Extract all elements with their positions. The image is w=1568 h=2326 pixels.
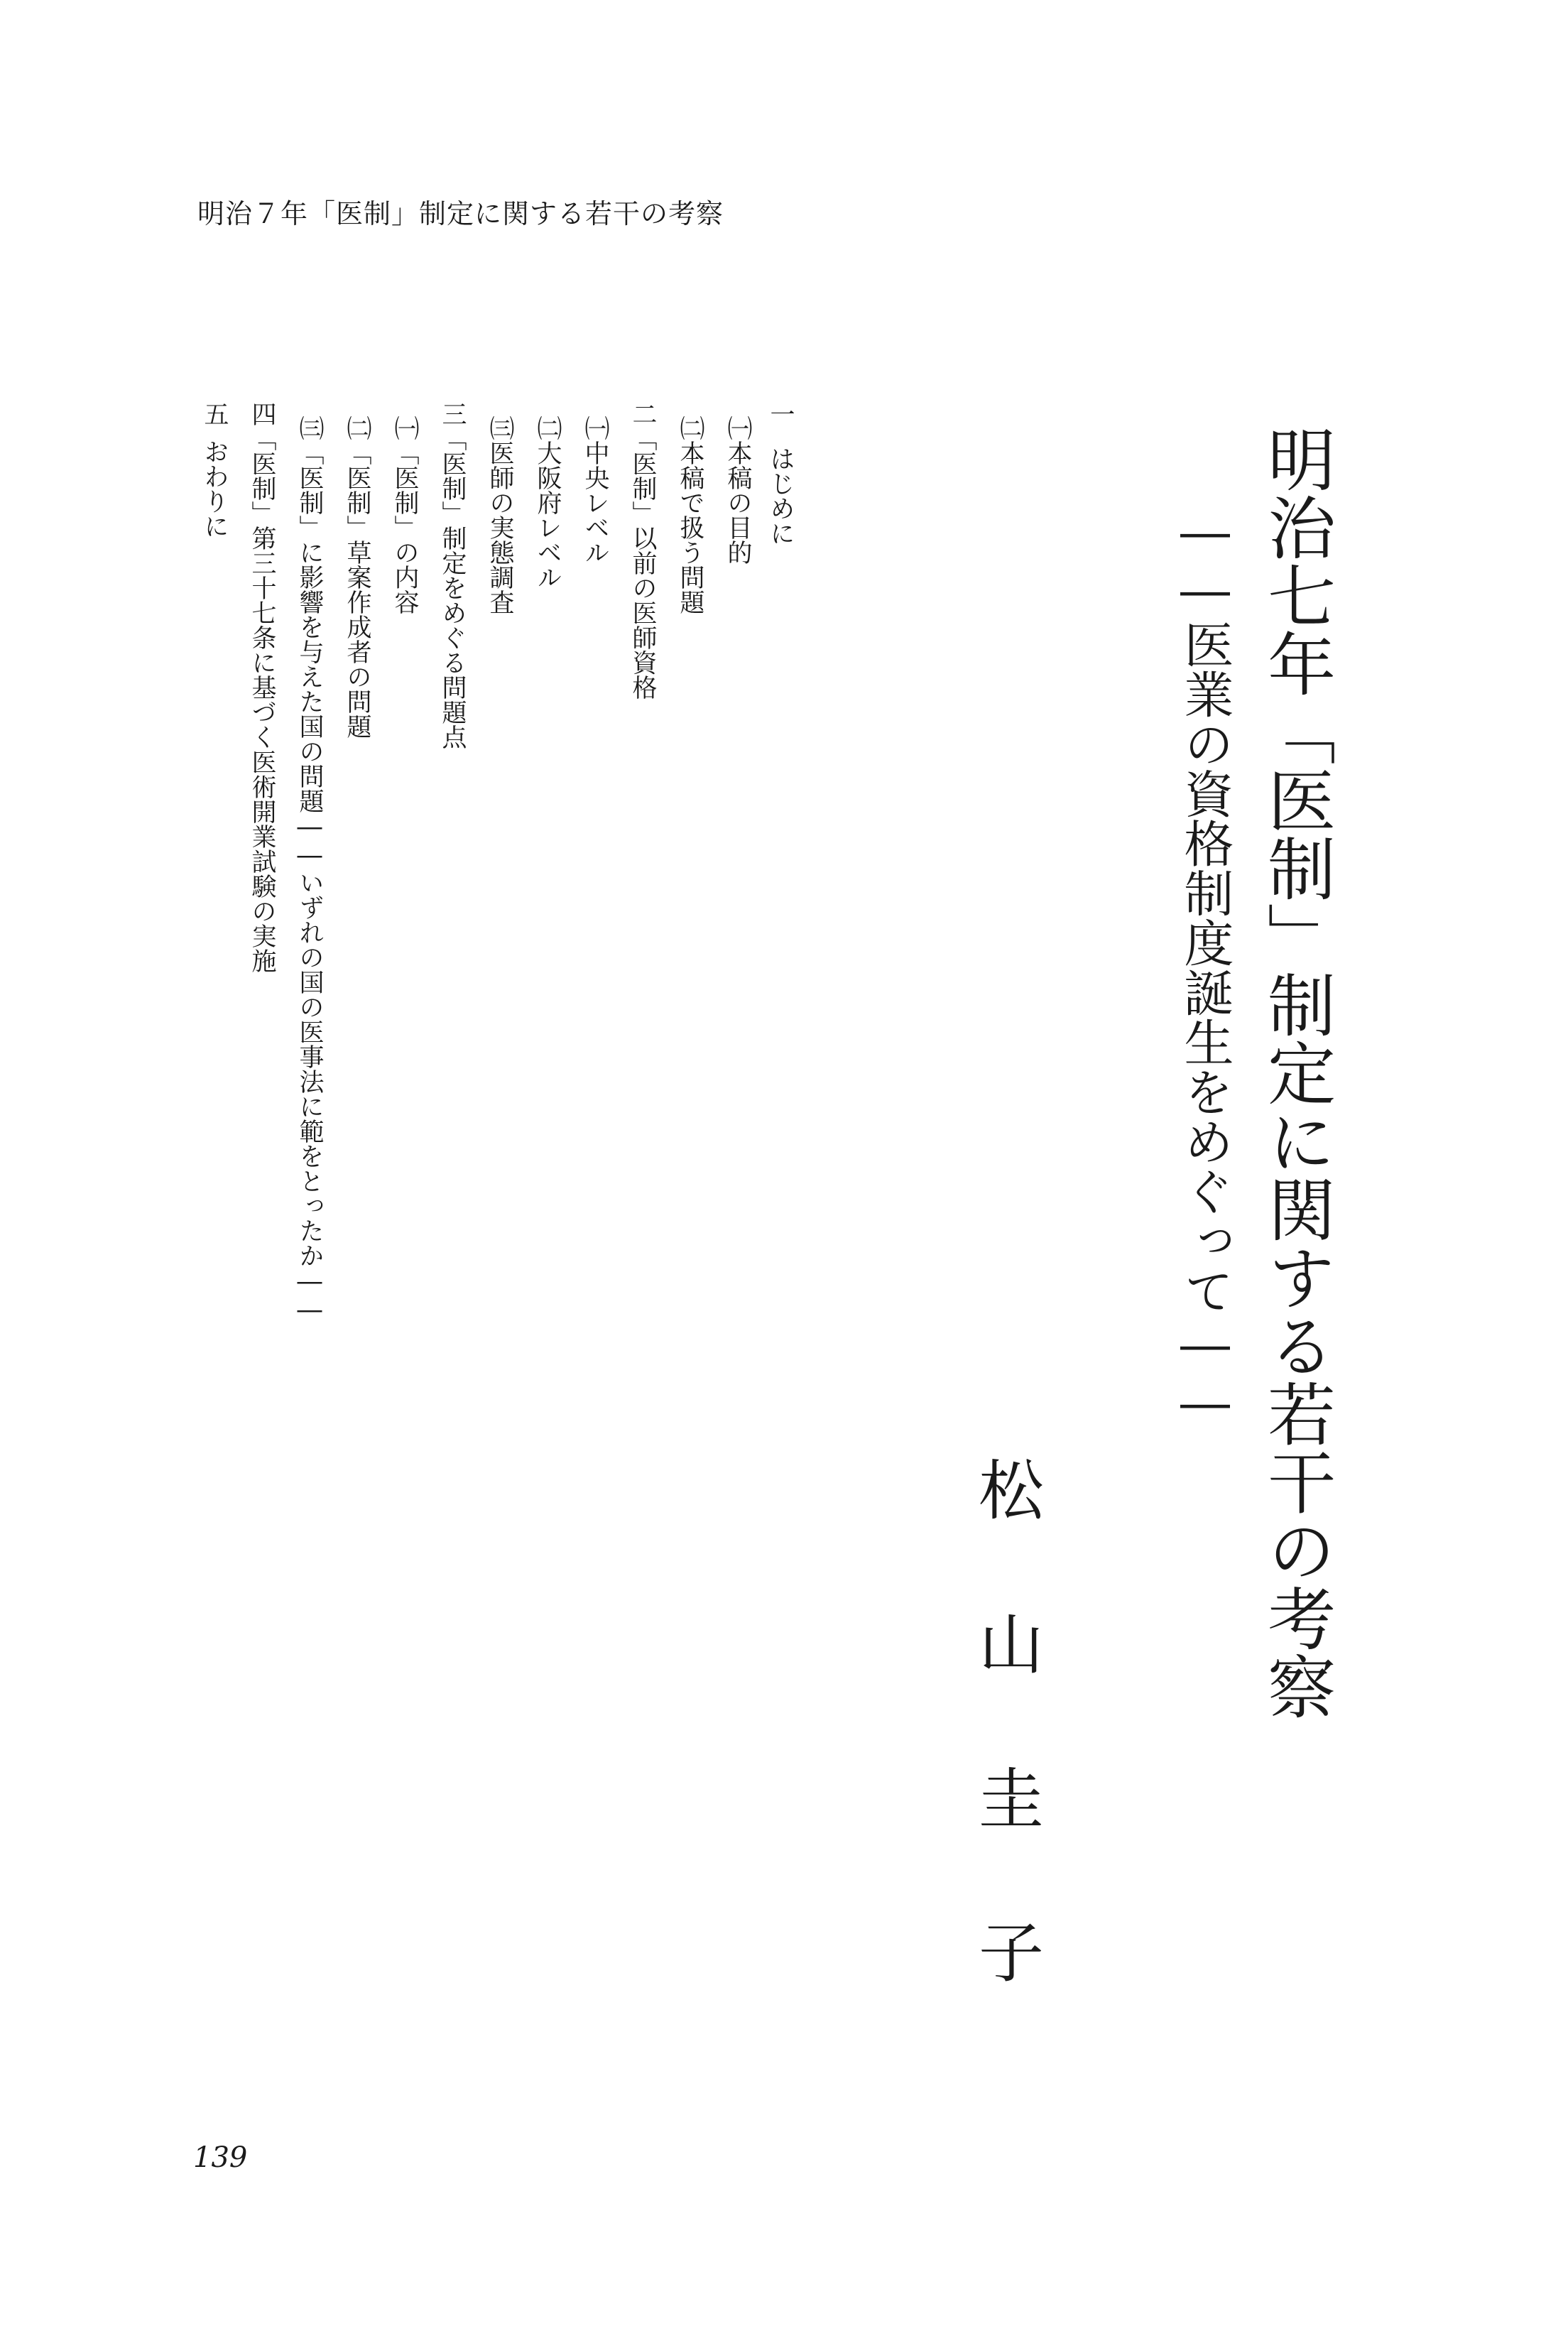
page-number: 139 bbox=[193, 2141, 248, 2174]
toc-item-number: ㈢ bbox=[486, 415, 514, 440]
toc-item-text: はじめに bbox=[766, 446, 795, 545]
toc-item-text: 医師の実態調査 bbox=[486, 440, 514, 614]
toc-item-text: 大阪府レベル bbox=[533, 440, 562, 589]
toc-item-number: ㈡ bbox=[533, 415, 562, 440]
toc-item bbox=[532, 415, 563, 589]
toc-item-number: 四 bbox=[248, 401, 276, 426]
toc-item-text: 「医制」制定をめぐる問題点 bbox=[438, 426, 467, 749]
toc-item bbox=[294, 415, 325, 1325]
toc-item-text: 本稿の目的 bbox=[724, 440, 752, 565]
toc-item-number: 二 bbox=[628, 401, 657, 426]
toc-item bbox=[675, 415, 706, 614]
toc-item-number: 三 bbox=[438, 401, 467, 426]
toc-item bbox=[246, 401, 278, 973]
toc-item-text: 中央レベル bbox=[581, 440, 609, 565]
toc-item bbox=[579, 415, 611, 565]
toc-item-text: 本稿で扱う問題 bbox=[676, 440, 704, 614]
toc-item-text: 「医制」の内容 bbox=[391, 440, 419, 614]
toc-item-text: 「医制」第三十七条に基づく医術開業試験の実施 bbox=[248, 426, 276, 973]
toc-item-number: 一 bbox=[766, 401, 795, 426]
toc-item-number: ㈠ bbox=[724, 415, 752, 440]
toc-item-number: 五 bbox=[200, 401, 229, 426]
toc-item bbox=[765, 401, 796, 545]
toc-item-text: おわりに bbox=[200, 439, 229, 538]
toc-item-number: ㈡ bbox=[343, 415, 371, 440]
toc-item-number: ㈠ bbox=[581, 415, 609, 440]
toc-item-text: 「医制」草案作成者の問題 bbox=[343, 440, 371, 739]
toc-item bbox=[484, 415, 516, 614]
toc-item bbox=[437, 401, 468, 749]
running-head: 明治７年「医制」制定に関する若干の考察 bbox=[197, 198, 724, 229]
article-subtitle: ――医業の資格制度誕生をめぐって―― bbox=[1176, 503, 1234, 1432]
toc-item-number: ㈠ bbox=[391, 415, 419, 440]
toc-item-text: 「医制」以前の医師資格 bbox=[628, 426, 657, 700]
toc-item-text: 「医制」に影響を与えた国の問題――いずれの国の医事法に範をとったか―― bbox=[295, 440, 324, 1325]
toc-item bbox=[342, 415, 373, 739]
toc-item-number: ㈡ bbox=[676, 415, 704, 440]
article-title: 明治七年「医制」制定に関する若干の考察 bbox=[1256, 425, 1336, 1720]
toc-item bbox=[389, 415, 420, 614]
author-name: 松山圭子 bbox=[968, 1456, 1044, 2072]
toc-item bbox=[722, 415, 753, 565]
toc-item-number: ㈢ bbox=[295, 415, 324, 440]
toc-item bbox=[627, 401, 658, 700]
table-of-contents bbox=[192, 401, 795, 1800]
toc-item bbox=[199, 401, 230, 538]
